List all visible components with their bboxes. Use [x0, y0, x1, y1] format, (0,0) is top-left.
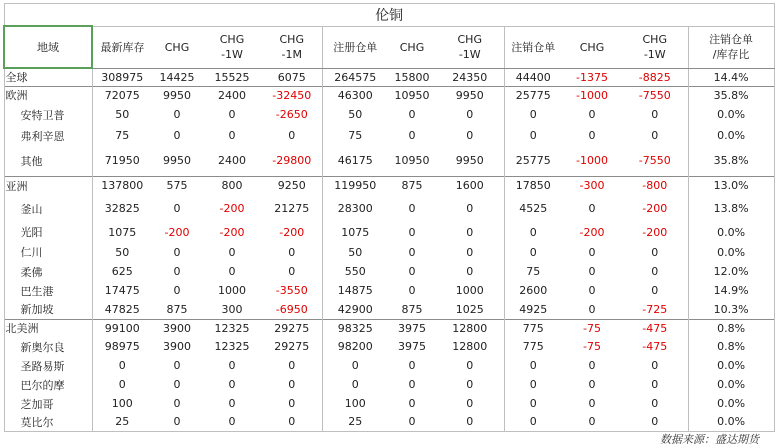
value-cell: 0 [92, 356, 152, 375]
region-name-cell: 全球 [4, 68, 92, 86]
value-cell: 0 [228, 245, 236, 259]
value-cell: 0 [562, 413, 622, 431]
value-cell: 46175 [322, 146, 388, 176]
value-cell: 0 [466, 202, 474, 215]
value-cell: 99100 [92, 319, 152, 337]
value-cell: 3975 [398, 340, 426, 353]
column-header [504, 26, 562, 68]
value-cell: 0 [408, 265, 416, 278]
value-cell: 14.4% [688, 68, 774, 86]
value-cell: 13.8% [688, 195, 774, 222]
value-cell: 42900 [322, 300, 388, 319]
value-cell: 0 [622, 413, 688, 431]
column-header-line: 地域 [37, 40, 59, 54]
value-cell: 0 [588, 302, 596, 316]
value-cell: 0 [228, 265, 236, 278]
value-cell: -200 [219, 225, 245, 239]
table-row [4, 146, 774, 176]
region-name-cell: 圣路易斯 [4, 356, 92, 375]
column-header-line: CHG [642, 33, 667, 46]
table-row [4, 242, 774, 262]
value-cell: 0 [228, 359, 236, 372]
table-row [4, 68, 774, 86]
data-source-note: 数据来源：盛达期货 [660, 433, 759, 446]
value-cell: 119950 [322, 176, 388, 195]
value-cell: 0 [504, 375, 562, 394]
value-cell: 9250 [262, 176, 322, 195]
value-cell: 21275 [274, 202, 310, 215]
value-cell: 1000 [218, 284, 246, 297]
table-row [4, 337, 774, 356]
value-cell: 15525 [214, 70, 250, 84]
column-header [622, 26, 688, 68]
value-cell: -200 [642, 225, 668, 239]
value-cell: 137800 [92, 176, 152, 195]
value-cell: 100 [92, 394, 152, 413]
value-cell: 9950 [436, 86, 504, 104]
value-cell: 2600 [504, 281, 562, 300]
value-cell: 32825 [92, 195, 152, 222]
value-cell: 0 [504, 394, 562, 413]
value-cell: 3975 [388, 319, 436, 337]
value-cell: 100 [322, 394, 388, 413]
column-header [262, 26, 322, 68]
column-header-line: CHG [279, 33, 304, 46]
value-cell: 0 [466, 378, 474, 391]
table-row [4, 319, 774, 337]
value-cell: 0 [288, 378, 296, 391]
value-cell: -32450 [262, 86, 322, 104]
value-cell: 0 [408, 359, 416, 372]
value-cell: 3900 [163, 340, 191, 353]
value-cell: 308975 [92, 68, 152, 86]
value-cell: 0 [651, 129, 659, 142]
value-cell: -200 [579, 225, 605, 239]
value-cell: -200 [642, 202, 668, 215]
value-cell: -6950 [275, 302, 308, 316]
value-cell: 0 [173, 397, 181, 410]
value-cell: 0 [588, 108, 596, 121]
value-cell: 50 [92, 104, 152, 125]
value-cell: -475 [622, 319, 688, 337]
value-cell: 14425 [159, 70, 195, 84]
value-cell: 0 [288, 397, 296, 410]
region-name-cell: 新加坡 [4, 300, 92, 319]
value-cell: 0 [388, 413, 436, 431]
value-cell: -1000 [576, 154, 608, 168]
column-header-line: -1W [643, 48, 666, 61]
value-cell: 0 [504, 104, 562, 125]
value-cell: 875 [401, 302, 423, 316]
value-cell: 71950 [92, 146, 152, 176]
table-row [4, 300, 774, 319]
table-row [4, 104, 774, 125]
value-cell: -75 [583, 340, 601, 353]
value-cell: 0 [228, 108, 236, 121]
value-cell: 47825 [92, 300, 152, 319]
value-cell: 0 [588, 129, 596, 142]
column-header-line: CHG [399, 40, 425, 54]
value-cell: 0 [173, 202, 181, 215]
value-cell: 875 [166, 302, 188, 316]
value-cell: 1075 [322, 222, 388, 242]
value-cell: 0 [651, 108, 659, 121]
value-cell: 0 [588, 265, 596, 278]
column-header [322, 26, 388, 68]
value-cell: -800 [622, 176, 688, 195]
column-header-line: 最新库存 [100, 40, 145, 54]
value-cell: 4525 [504, 195, 562, 222]
value-cell: 0 [588, 245, 596, 259]
value-cell: 12325 [214, 340, 250, 353]
value-cell: 0 [228, 378, 236, 391]
value-cell: 2400 [218, 154, 246, 168]
value-cell: -475 [642, 340, 668, 353]
value-cell: 10.3% [688, 300, 774, 319]
table-row [4, 375, 774, 394]
value-cell: 575 [152, 176, 202, 195]
region-name-cell: 亚洲 [4, 176, 92, 195]
value-cell: 98975 [92, 337, 152, 356]
value-cell: 0.8% [688, 337, 774, 356]
value-cell: 0 [466, 265, 474, 278]
value-cell: 800 [202, 176, 262, 195]
value-cell: 0 [651, 359, 659, 372]
value-cell: 75 [322, 125, 388, 146]
region-name-cell: 北美洲 [4, 319, 92, 337]
value-cell: 0 [408, 378, 416, 391]
value-cell: 0 [504, 356, 562, 375]
value-cell: 35.8% [688, 146, 774, 176]
value-cell: 10950 [394, 154, 430, 168]
value-cell: 0 [92, 375, 152, 394]
value-cell: 0 [288, 265, 296, 278]
value-cell: 0 [262, 413, 322, 431]
region-name-cell: 芝加哥 [4, 394, 92, 413]
value-cell: 0 [322, 356, 388, 375]
value-cell: 0 [202, 413, 262, 431]
column-header [688, 26, 774, 68]
value-cell: -1000 [562, 86, 622, 104]
value-cell: 12.0% [688, 262, 774, 281]
value-cell: 0 [173, 284, 181, 297]
value-cell: 1600 [436, 176, 504, 195]
value-cell: 1000 [455, 284, 484, 297]
value-cell: 72075 [92, 86, 152, 104]
value-cell: 0 [651, 284, 659, 297]
value-cell: 75 [92, 125, 152, 146]
value-cell: 0 [466, 245, 474, 259]
region-name-cell: 新奥尔良 [4, 337, 92, 356]
value-cell: 0.0% [688, 125, 774, 146]
value-cell: 0 [588, 378, 596, 391]
value-cell: -725 [642, 302, 668, 316]
value-cell: 12325 [202, 319, 262, 337]
region-name-cell: 光阳 [4, 222, 92, 242]
value-cell: 98200 [322, 337, 388, 356]
value-cell: 0 [651, 378, 659, 391]
value-cell: 0 [588, 359, 596, 372]
value-cell: -300 [562, 176, 622, 195]
value-cell: 29275 [274, 340, 310, 353]
value-cell: 6075 [277, 70, 306, 84]
value-cell: 2400 [202, 86, 262, 104]
table-row [4, 125, 774, 146]
value-cell: -8825 [638, 70, 671, 84]
region-name-cell: 柔佛 [4, 262, 92, 281]
title-row [4, 4, 774, 27]
value-cell: 10950 [388, 86, 436, 104]
value-cell: 50 [322, 242, 388, 262]
value-cell: 0 [173, 359, 181, 372]
value-cell: 25775 [504, 86, 562, 104]
value-cell: 75 [504, 262, 562, 281]
column-header-line: /库存比 [712, 48, 750, 61]
value-cell: 15800 [394, 70, 430, 84]
value-cell: 0 [408, 245, 416, 259]
region-name-cell: 仁川 [4, 242, 92, 262]
value-cell: 14.9% [688, 281, 774, 300]
value-cell: 0 [466, 359, 474, 372]
value-cell: -200 [219, 202, 245, 215]
value-cell: 25 [322, 413, 388, 431]
value-cell: 875 [388, 176, 436, 195]
value-cell: 775 [504, 319, 562, 337]
value-cell: -75 [562, 319, 622, 337]
column-header-line: CHG [457, 33, 482, 46]
value-cell: 0 [504, 413, 562, 431]
table-title: 伦铜 [4, 4, 774, 27]
value-cell: -200 [279, 225, 305, 239]
value-cell: 50 [322, 104, 388, 125]
value-cell: 3900 [152, 319, 202, 337]
value-cell: 0 [588, 202, 596, 215]
value-cell: 17475 [92, 281, 152, 300]
lme-copper-table-frame [3, 3, 773, 446]
value-cell: 0.8% [688, 319, 774, 337]
value-cell: 0 [408, 129, 416, 142]
table-row [4, 281, 774, 300]
value-cell: 9950 [152, 86, 202, 104]
value-cell: 0 [651, 397, 659, 410]
table-row [4, 413, 774, 431]
value-cell: 1075 [92, 222, 152, 242]
value-cell: 0 [408, 225, 416, 239]
region-name-cell: 安特卫普 [4, 104, 92, 125]
value-cell: 0 [173, 265, 181, 278]
value-cell: 9950 [455, 154, 484, 168]
value-cell: 0 [288, 359, 296, 372]
value-cell: 0 [588, 397, 596, 410]
value-cell: 14875 [322, 281, 388, 300]
column-header-line: CHG [219, 33, 245, 46]
column-header-line: 注销仓单 [709, 33, 754, 46]
region-name-cell: 釜山 [4, 195, 92, 222]
value-cell: 0 [436, 413, 504, 431]
column-header-line: 注册仓单 [333, 40, 378, 54]
value-cell: 44400 [504, 68, 562, 86]
value-cell: 0.0% [688, 222, 774, 242]
value-cell: 625 [92, 262, 152, 281]
value-cell: 0.0% [688, 104, 774, 125]
value-cell: 0 [288, 245, 296, 259]
value-cell: 29275 [262, 319, 322, 337]
value-cell: 0 [322, 375, 388, 394]
value-cell: 4925 [504, 300, 562, 319]
value-cell: 13.0% [688, 176, 774, 195]
value-cell: 35.8% [688, 86, 774, 104]
column-header [152, 26, 202, 68]
column-header [388, 26, 436, 68]
value-cell: 12800 [452, 340, 488, 353]
value-cell: 0 [228, 129, 236, 142]
value-cell: 24350 [452, 70, 488, 84]
column-header [92, 26, 152, 68]
value-cell: 0 [173, 245, 181, 259]
value-cell: 0 [504, 222, 562, 242]
column-header [4, 26, 92, 68]
value-cell: -7550 [638, 154, 671, 168]
region-name-cell: 巴生港 [4, 281, 92, 300]
value-cell: 0 [173, 129, 181, 142]
value-cell: 0 [651, 265, 659, 278]
value-cell: 17850 [504, 176, 562, 195]
region-name-cell: 弗利辛恩 [4, 125, 92, 146]
value-cell: 0.0% [688, 356, 774, 375]
value-cell: 9950 [163, 154, 191, 168]
header-row [4, 26, 774, 68]
region-name-cell: 欧洲 [4, 86, 92, 104]
value-cell: 775 [504, 337, 562, 356]
value-cell: 300 [221, 302, 243, 316]
table-row [4, 86, 774, 104]
value-cell: 1025 [455, 302, 484, 316]
region-name-cell: 莫比尔 [4, 413, 92, 431]
value-cell: 264575 [322, 68, 388, 86]
value-cell: 25 [92, 413, 152, 431]
value-cell: 0 [504, 242, 562, 262]
column-header [562, 26, 622, 68]
value-cell: -1375 [576, 70, 608, 84]
value-cell: 0.0% [688, 375, 774, 394]
value-cell: 0 [408, 397, 416, 410]
value-cell: -200 [164, 225, 190, 239]
column-header-line: -1M [281, 48, 302, 61]
value-cell: 0.0% [688, 413, 774, 431]
column-header-line: -1W [458, 48, 481, 61]
value-cell: 0 [466, 108, 474, 121]
value-cell: 0 [228, 397, 236, 410]
value-cell: -2650 [275, 108, 308, 121]
table-row [4, 262, 774, 281]
value-cell: 0 [408, 202, 416, 215]
table-row [4, 195, 774, 222]
table-row [4, 176, 774, 195]
value-cell: 0.0% [688, 242, 774, 262]
value-cell: 0 [173, 378, 181, 391]
table-row [4, 394, 774, 413]
value-cell: 98325 [322, 319, 388, 337]
value-cell: 0 [651, 245, 659, 259]
table-row [4, 356, 774, 375]
value-cell: 0 [504, 125, 562, 146]
column-header-line: -1W [221, 48, 243, 61]
value-cell: 25775 [504, 146, 562, 176]
value-cell: 0 [152, 413, 202, 431]
value-cell: -3550 [275, 284, 308, 297]
region-name-cell: 其他 [4, 146, 92, 176]
value-cell: 0 [466, 397, 474, 410]
lme-copper-inventory-table [3, 3, 775, 432]
value-cell: 0 [408, 108, 416, 121]
value-cell: 12800 [436, 319, 504, 337]
value-cell: 0 [466, 225, 474, 239]
column-header-line: CHG [579, 40, 605, 54]
column-header [436, 26, 504, 68]
table-row [4, 222, 774, 242]
value-cell: 28300 [322, 195, 388, 222]
value-cell: -7550 [622, 86, 688, 104]
value-cell: 550 [322, 262, 388, 281]
column-header-line: 注销仓单 [511, 40, 556, 54]
column-header-line: CHG [164, 40, 190, 54]
value-cell: 0 [466, 129, 474, 142]
value-cell: 46300 [322, 86, 388, 104]
value-cell: 0 [588, 284, 596, 297]
region-name-cell: 巴尔的摩 [4, 375, 92, 394]
value-cell: -29800 [272, 154, 312, 168]
value-cell: 50 [92, 242, 152, 262]
value-cell: 0 [408, 284, 416, 297]
value-cell: 0 [288, 129, 296, 142]
value-cell: 0.0% [688, 394, 774, 413]
value-cell: 0 [173, 108, 181, 121]
column-header [202, 26, 262, 68]
